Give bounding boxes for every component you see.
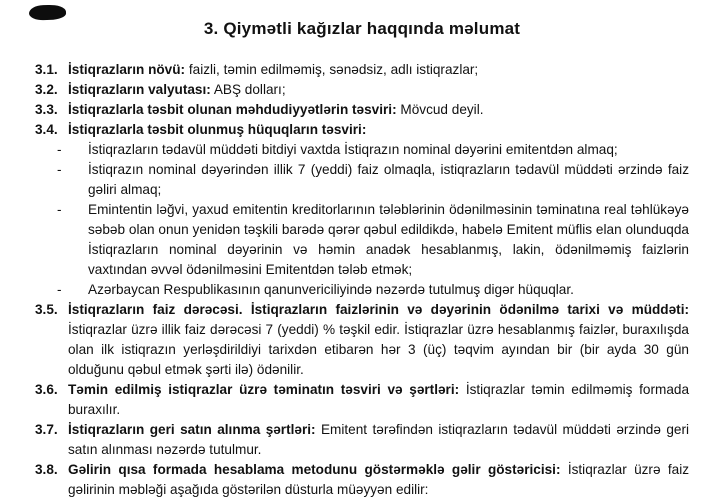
item-number: 3.2. xyxy=(35,82,58,97)
item-label: İstiqrazların geri satın alınma şərtləri: xyxy=(68,422,316,437)
item-value: İstiqrazlar təmin edilməmiş formada buraxılır. xyxy=(68,382,690,417)
item-number: 3.8. xyxy=(35,462,58,477)
item-text xyxy=(68,380,689,420)
bullet-text: Azərbaycan Respublikasının qanunvericiliyində nəzərdə tutulmuş digər hüquqlar. xyxy=(88,282,574,297)
item-value: Emitent tərəfindən istiqrazların tədavül müddəti ərzində geri satın alınması nəzərdə tutulmur. xyxy=(68,422,689,457)
item-value: Mövcud deyil. xyxy=(400,102,484,117)
bullet-text: Emintentin ləğvi, yaxud emitentin kreditorlarının tələblərinin ödənilməsinin təminatına real təhlükəyə səbəb olan onun yenidən təşkili barədə qərər qəbul edildikdə, habelə Emitent müflis elan olunduqda İstiqrazların nominal dəyərinin və həmin anadək hesablanmış, lakin, ödənilməmiş faizlərin vaxtından əvvəl ödənilməsini Emitentdən tələb etmək; xyxy=(88,202,689,277)
item-label: Gəlirin qısa formada hesablama metodunu göstərməklə gəlir göstəricisi: xyxy=(68,462,561,477)
list-item-3-2 xyxy=(35,80,689,100)
item-text xyxy=(68,120,689,140)
item-text xyxy=(68,60,689,80)
item-value: İstiqrazlar üzrə illik faiz dərəcəsi 7 (yeddi) % təşkil edir. İstiqrazlar üzrə hesablanmış faizlər, buraxılışda olan ilk istiqrazın yerləşdirildiyi tarixdən etibarən hər 3 (üç) təqvim ayından bir (bir ayda 30 gün olduğunu qəbul etmək şərti ilə) ödənilir. xyxy=(68,322,689,377)
list-item-3-5 xyxy=(35,300,689,380)
item-number: 3.7. xyxy=(35,422,58,437)
sub-bullet-2 xyxy=(35,160,689,200)
item-value: İstiqrazlar üzrə faiz gəlirinin məbləği aşağıda göstərilən düsturla müəyyən edilir: xyxy=(68,462,690,497)
item-label: Təmin edilmiş istiqrazlar üzrə təminatın təsviri və şərtləri: xyxy=(68,382,460,397)
bullet-dash: - xyxy=(57,142,62,157)
bullet-dash: - xyxy=(57,162,62,177)
item-number: 3.5. xyxy=(35,302,58,317)
sub-bullet-3 xyxy=(35,200,689,280)
item-value: ABŞ dolları; xyxy=(213,82,286,97)
list-item-3-8 xyxy=(35,460,689,500)
bullet-text: İstiqrazların tədavül müddəti bitdiyi vaxtda İstiqrazın nominal dəyərini emitentdən almaq; xyxy=(88,142,618,157)
sub-bullet-4 xyxy=(35,280,689,300)
item-number: 3.3. xyxy=(35,102,58,117)
bullet-dash: - xyxy=(57,282,62,297)
document-body xyxy=(35,60,689,500)
item-label: İstiqrazlarla təsbit olunan məhdudiyyətlərin təsviri: xyxy=(68,102,397,117)
list-item-3-6 xyxy=(35,380,689,420)
sub-bullet-1 xyxy=(35,140,689,160)
bullet-dash: - xyxy=(57,202,62,217)
item-text xyxy=(68,420,689,460)
item-text xyxy=(68,100,689,120)
item-text xyxy=(68,300,689,380)
list-item-3-7 xyxy=(35,420,689,460)
item-label: İstiqrazların növü: xyxy=(68,62,186,77)
item-value: faizli, təmin edilməmiş, sənədsiz, adlı istiqrazlar; xyxy=(188,62,479,77)
list-item-3-4 xyxy=(35,120,689,140)
item-number: 3.1. xyxy=(35,62,58,77)
item-text xyxy=(68,80,689,100)
item-label: İstiqrazların valyutası: xyxy=(68,82,211,97)
item-text xyxy=(68,460,689,500)
list-item-3-3 xyxy=(35,100,689,120)
item-label: İstiqrazların faiz dərəcəsi. İstiqrazların faizlərinin və dəyərinin ödənilmə tarixi və müddəti: xyxy=(68,302,689,317)
list-item-3-1 xyxy=(35,60,689,80)
bullet-text: İstiqrazın nominal dəyərindən illik 7 (yeddi) faiz olmaqla, istiqrazların tədavül müddəti ərzində faiz gəliri almaq; xyxy=(88,162,689,197)
item-label: İstiqrazlarla təsbit olunmuş hüquqların təsviri: xyxy=(68,122,367,137)
item-number: 3.4. xyxy=(35,122,58,137)
page-title: 3. Qiymətli kağızlar haqqında məlumat xyxy=(203,19,521,38)
item-number: 3.6. xyxy=(35,382,58,397)
